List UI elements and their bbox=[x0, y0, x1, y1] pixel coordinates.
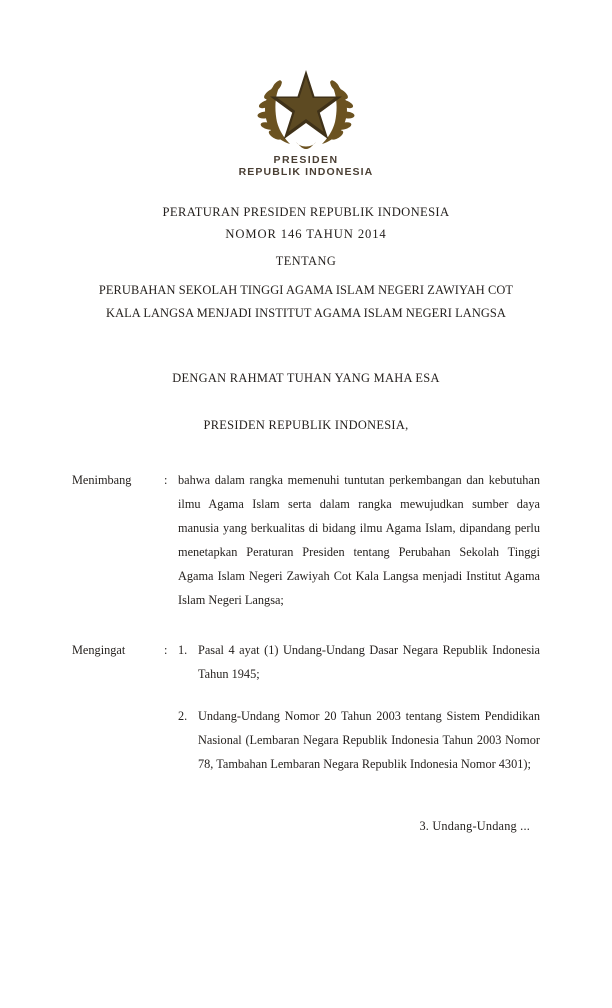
document-title: PERATURAN PRESIDEN REPUBLIK INDONESIA bbox=[162, 204, 450, 219]
list-item-number: 1. bbox=[178, 642, 188, 657]
emblem-caption-line2: REPUBLIK INDONESIA bbox=[238, 166, 374, 179]
subject-line-2: KALA LANGSA MENJADI INSTITUT AGAMA ISLAM NEGERI LANGSA bbox=[106, 305, 506, 320]
menimbang-text: bahwa dalam rangka memenuhi tuntutan perkembangan dan kebutuhan ilmu Agama Islam serta dalam rangka mewujudkan sumber daya manusia yang berkualitas di bidang ilmu Agama Islam, dipandang perlu menetapkan Peraturan Presiden tentang Perubahan Sekolah Tinggi Agama Islam Negeri Zawiyah Cot Kala Langsa menjadi Institut Agama Islam Negeri Langsa; bbox=[178, 472, 540, 607]
clause-menimbang bbox=[72, 469, 540, 613]
list-item bbox=[178, 705, 540, 777]
rahmat-line: DENGAN RAHMAT TUHAN YANG MAHA ESA bbox=[172, 370, 440, 385]
list-item-text: Pasal 4 ayat (1) Undang-Undang Dasar Negara Republik Indonesia Tahun 1945; bbox=[198, 642, 540, 681]
clauses-section bbox=[72, 469, 540, 777]
emblem-caption bbox=[239, 154, 374, 179]
menimbang-label: Menimbang bbox=[72, 472, 132, 487]
mengingat-colon: : bbox=[164, 642, 168, 657]
presiden-line: PRESIDEN REPUBLIK INDONESIA, bbox=[203, 417, 409, 432]
emblem-caption-line1: PRESIDEN bbox=[273, 154, 339, 166]
title-block bbox=[72, 201, 540, 325]
document-number: NOMOR 146 TAHUN 2014 bbox=[225, 226, 387, 241]
menimbang-colon: : bbox=[164, 472, 168, 487]
mengingat-label: Mengingat bbox=[72, 642, 126, 657]
list-item bbox=[178, 639, 540, 687]
mengingat-list bbox=[178, 639, 540, 777]
subject-line-1: PERUBAHAN SEKOLAH TINGGI AGAMA ISLAM NEGERI ZAWIYAH COT bbox=[98, 282, 514, 297]
list-item-text: Undang-Undang Nomor 20 Tahun 2003 tentang Sistem Pendidikan Nasional (Lembaran Negara Republik Indonesia Tahun 2003 Nomor 78, Tambahan Lembaran Negara Republik Indonesia Nomor 4301); bbox=[198, 708, 540, 771]
page-continuation-note: 3. Undang-Undang ... bbox=[419, 818, 530, 833]
clause-mengingat bbox=[72, 639, 540, 777]
tentang-label: TENTANG bbox=[275, 253, 337, 268]
list-item-number: 2. bbox=[178, 708, 188, 723]
emblem-block bbox=[72, 60, 540, 179]
garuda-star-emblem-icon bbox=[250, 60, 362, 152]
